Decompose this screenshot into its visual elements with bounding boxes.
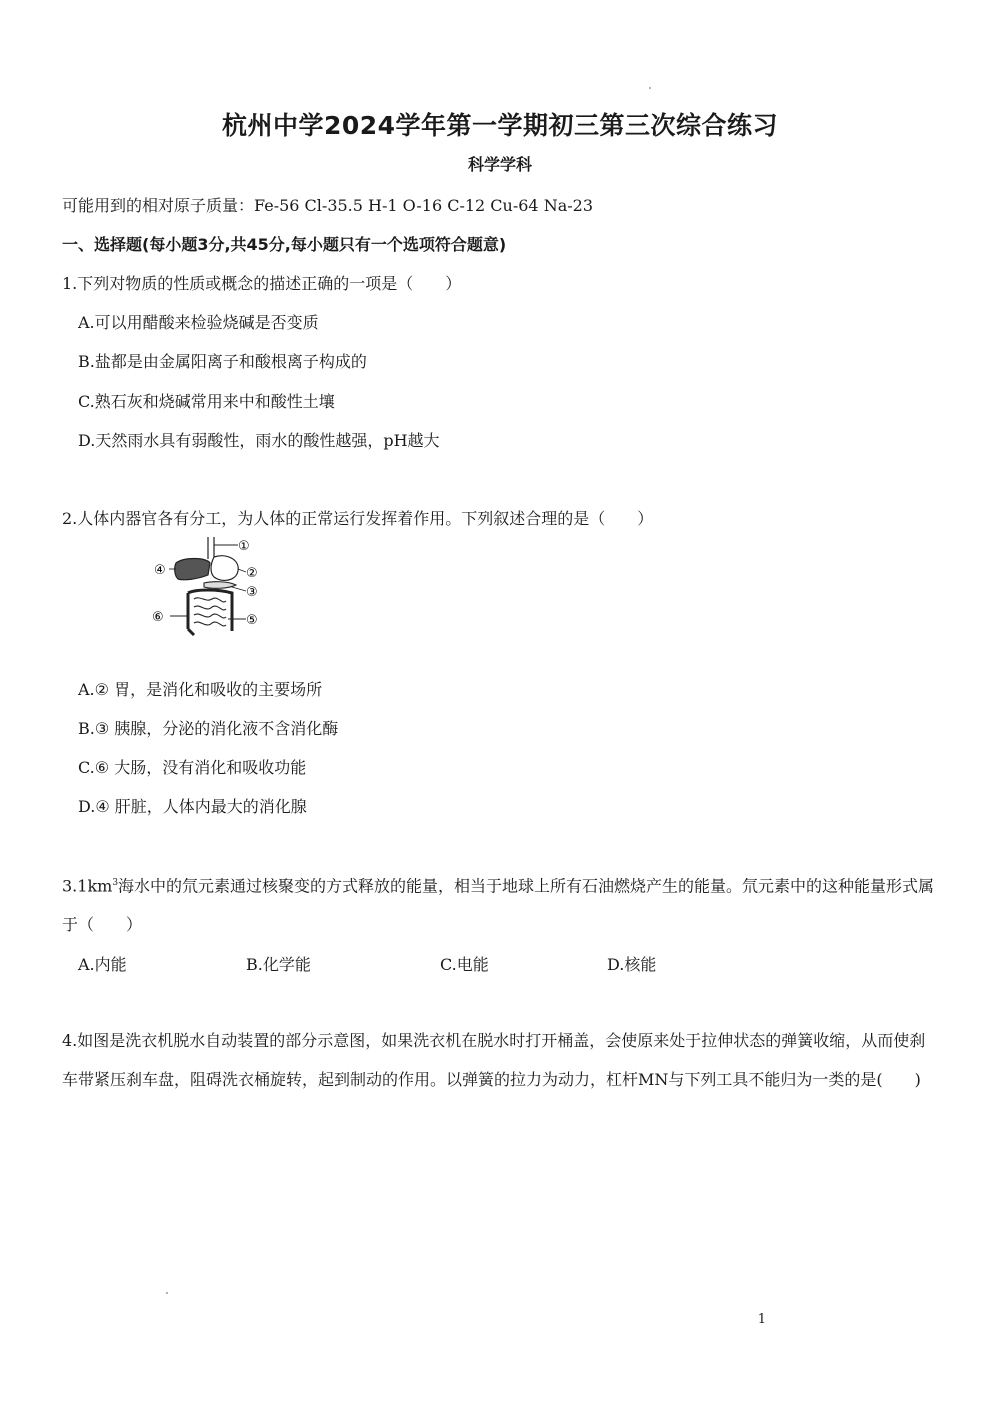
figure-label-2: ②: [246, 566, 258, 581]
esophagus-shape: [208, 537, 214, 559]
question-3-stem-rest: 海水中的氘元素通过核聚变的方式释放的能量，相当于地球上所有石油燃烧产生的能量。氘元素中的这种能量形式属于（ ）: [62, 876, 935, 935]
figure-label-3: ③: [246, 585, 258, 600]
page-title: 杭州中学2024学年第一学期初三第三次综合练习: [221, 111, 779, 140]
stomach-shape: [211, 556, 238, 581]
subject-subtitle: 科学学科: [467, 155, 532, 174]
question-2-option-c: C.⑥ 大肠，没有消化和吸收功能: [78, 758, 307, 777]
question-1-stem: 1.下列对物质的性质或概念的描述正确的一项是（ ）: [62, 274, 462, 293]
scan-speck: [649, 87, 651, 89]
liver-shape: [175, 559, 210, 580]
question-1-option-d: D.天然雨水具有弱酸性，雨水的酸性越强，pH越大: [78, 431, 440, 450]
question-3-stem: [62, 864, 940, 944]
page-number: 1: [757, 1312, 766, 1327]
question-1-option-c: C.熟石灰和烧碱常用来中和酸性土壤: [78, 392, 335, 411]
question-2-stem: 2.人体内器官各有分工，为人体的正常运行发挥着作用。下列叙述合理的是（ ）: [62, 509, 654, 528]
question-1-option-a: A.可以用醋酸来检验烧碱是否变质: [78, 313, 319, 332]
question-4-stem: 4.如图是洗衣机脱水自动装置的部分示意图，如果洗衣机在脱水时打开桶盖，会使原来处于拉伸状态的弹簧收缩，从而使刹车带紧压刹车盘，阻碍洗衣桶旋转，起到制动的作用。以弹簧的拉力为动力，杠杆MN与下列工具不能归为一类的是( ): [62, 1031, 926, 1089]
figure-label-4: ④: [154, 563, 166, 578]
digestive-system-figure: [148, 535, 278, 645]
question-2-option-d: D.④ 肝脏，人体内最大的消化腺: [78, 797, 307, 816]
question-2-option-a: A.② 胃，是消化和吸收的主要场所: [78, 680, 323, 699]
question-2-option-b: B.③ 胰腺，分泌的消化液不含消化酶: [78, 719, 339, 738]
scan-speck: [166, 1292, 168, 1294]
question-1-option-b: B.盐都是由金属阳离子和酸根离子构成的: [78, 352, 367, 371]
question-3-stem-superscript: 3: [112, 878, 119, 888]
section-heading: 一、选择题(每小题3分,共45分,每小题只有一个选项符合题意): [62, 235, 507, 254]
pancreas-shape: [204, 582, 236, 589]
question-3-option-d: D.核能: [607, 955, 657, 974]
question-3-option-a: A.内能: [78, 955, 127, 974]
question-3-option-c: C.电能: [440, 955, 489, 974]
digestive-system-diagram: [148, 535, 278, 645]
figure-label-6: ⑥: [152, 610, 164, 625]
question-3-stem-prefix: 3.1km: [62, 876, 113, 896]
question-3-option-b: B.化学能: [246, 955, 311, 974]
small-intestine-shape: [194, 598, 226, 626]
figure-label-1: ①: [238, 539, 250, 554]
figure-label-5: ⑤: [246, 613, 258, 628]
large-intestine-shape: [188, 590, 232, 635]
atomic-masses-line: 可能用到的相对原子质量：Fe-56 Cl-35.5 H-1 O-16 C-12 Cu-64 Na-23: [62, 196, 594, 215]
